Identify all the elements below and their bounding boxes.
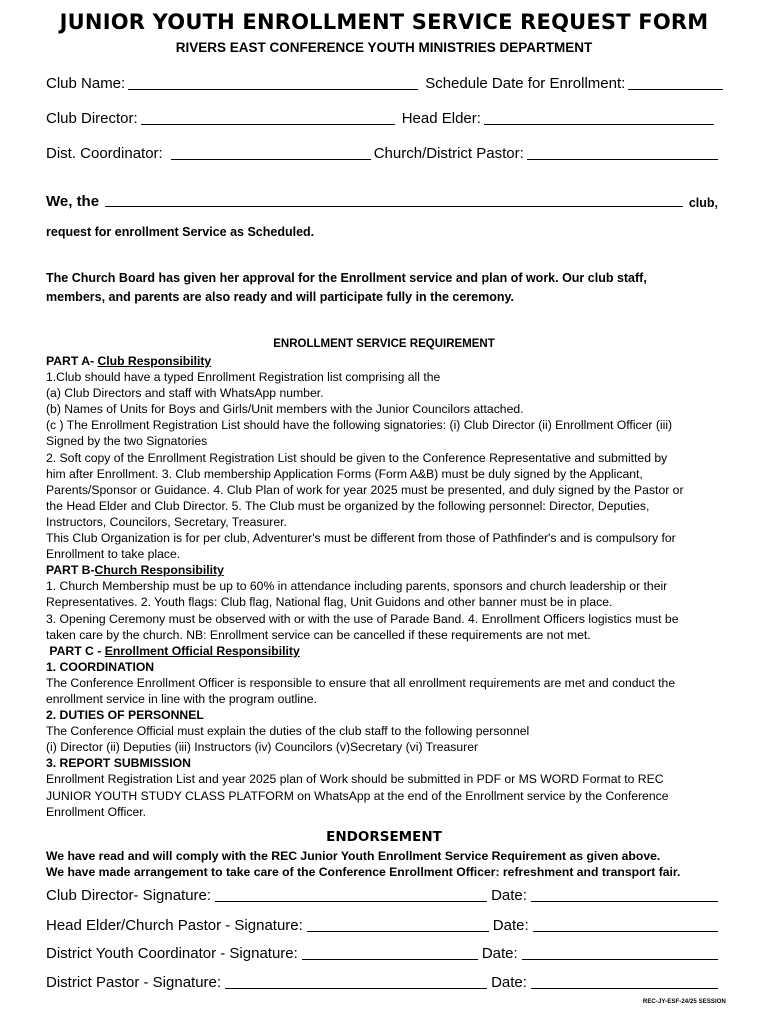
- endorsement-line-1: We have read and will comply with the REC Junior Youth Enrollment Service Requirement as given above.: [46, 849, 661, 863]
- head-elder-field[interactable]: [484, 110, 714, 125]
- head-elder-pastor-signature-label: Head Elder/Church Pastor - Signature:: [46, 917, 303, 934]
- endorsement-line-2: We have made arrangement to take care of the Conference Enrollment Officer: refreshment and transport fair.: [46, 865, 681, 879]
- club-director-signature-label: Club Director- Signature:: [46, 887, 212, 904]
- schedule-date-field[interactable]: [628, 75, 723, 90]
- duties-line: The Conference Official must explain the duties of the club staff to the following personnel: [46, 724, 530, 739]
- head-elder-pastor-date-field[interactable]: [533, 917, 718, 932]
- form-title: JUNIOR YOUTH ENROLLMENT SERVICE REQUEST FORM: [59, 10, 709, 34]
- part-b-line: Representatives. 2. Youth flags: Club flag, National flag, Unit Guidons and other banner must be in place.: [46, 595, 613, 610]
- part-c-title: Enrollment Official Responsibility: [104, 643, 300, 658]
- part-b-line: 1. Church Membership must be up to 60% in attendance including parents, sponsors and church leadership or their: [46, 579, 668, 594]
- club-director-date-field[interactable]: [531, 887, 718, 902]
- part-a-title: Club Responsibility: [97, 354, 212, 368]
- part-a-line: Signed by the two Signatories: [46, 434, 208, 449]
- head-elder-pastor-date-label: Date:: [492, 917, 529, 934]
- dist-coordinator-label: Dist. Coordinator:: [46, 145, 163, 162]
- report-line: Enrollment Registration List and year 2025 plan of Work should be submitted in PDF or MS WORD Format to REC: [46, 772, 664, 787]
- we-the-label: We, the: [46, 193, 100, 210]
- club-request-row: [46, 190, 718, 210]
- signature-row-district-youth-coordinator: [46, 942, 722, 962]
- part-a-line: (a) Club Directors and staff with WhatsApp number.: [46, 386, 324, 401]
- schedule-date-label: Schedule Date for Enrollment:: [425, 75, 626, 92]
- club-director-label: Club Director:: [46, 110, 138, 127]
- approval-paragraph: [46, 269, 726, 307]
- field-row-dist-coordinator: [46, 142, 726, 162]
- part-a-line: This Club Organization is for per club, Adventurer's must be different from those of Pathfinder's and is compulsory for: [46, 531, 676, 546]
- district-youth-coordinator-date-label: Date:: [481, 945, 518, 962]
- coordination-heading: 1. COORDINATION: [46, 659, 155, 674]
- part-b-line: 3. Opening Ceremony must be observed with or with the use of Parade Band. 4. Enrollment Officers logistics must be: [46, 611, 679, 626]
- club-name-field[interactable]: [128, 75, 418, 90]
- field-row-club-name: [46, 72, 726, 92]
- part-b-line: taken care by the church. NB: Enrollment service can be cancelled if these requirements are not met.: [46, 627, 591, 642]
- district-pastor-date-field[interactable]: [531, 974, 718, 989]
- part-a-line: (c ) The Enrollment Registration List should have the following signatories: (i) Club Director (ii) Enrollment Officer (iii): [46, 418, 673, 433]
- club-suffix-label: club,: [688, 196, 718, 210]
- dist-coordinator-field[interactable]: [171, 145, 371, 160]
- district-pastor-date-label: Date:: [491, 974, 527, 991]
- part-a-line: (b) Names of Units for Boys and Girls/Unit members with the Junior Councilors attached.: [46, 402, 524, 417]
- part-b-prefix: PART B-: [46, 563, 95, 578]
- district-pastor-signature-label: District Pastor - Signature:: [46, 974, 222, 991]
- requirements-heading: ENROLLMENT SERVICE REQUIREMENT: [273, 338, 495, 350]
- endorsement-text: [46, 848, 736, 880]
- signature-row-district-pastor: [46, 971, 722, 991]
- signature-row-head-elder-pastor: [46, 914, 722, 934]
- approval-line-2: members, and parents are also ready and will participate fully in the ceremony.: [46, 290, 514, 304]
- approval-line-1: The Church Board has given her approval for the Enrollment service and plan of work. Our club staff,: [46, 271, 647, 285]
- part-c-prefix: PART C -: [46, 643, 105, 658]
- part-b-title: Church Responsibility: [94, 563, 224, 578]
- club-director-date-label: Date:: [491, 887, 527, 904]
- coordination-line: enrollment service in line with the program outline.: [46, 691, 317, 706]
- requirements-body: [46, 353, 730, 820]
- part-a-line: the Head Elder and Club Director. 5. The Club must be organized by the following personnel: Director, Deputies,: [46, 498, 650, 513]
- district-pastor-signature-field[interactable]: [225, 974, 487, 989]
- part-a-line: Parents/Sponsor or Guidance. 4. Club Plan of work for year 2025 must be presented, and duly signed by the Pastor or: [46, 482, 684, 497]
- signature-row-club-director: [46, 884, 722, 904]
- report-heading: 3. REPORT SUBMISSION: [46, 756, 191, 771]
- part-a-line: Enrollment to take place.: [46, 547, 181, 562]
- part-a-heading: [46, 353, 730, 369]
- head-elder-label: Head Elder:: [401, 110, 481, 127]
- form-subtitle: RIVERS EAST CONFERENCE YOUTH MINISTRIES DEPARTMENT: [175, 40, 593, 55]
- district-youth-coordinator-date-field[interactable]: [522, 945, 718, 960]
- head-elder-pastor-signature-field[interactable]: [307, 917, 489, 932]
- part-a-line: 2. Soft copy of the Enrollment Registration List should be given to the Conference Representative and submitted by: [46, 450, 668, 465]
- church-district-pastor-field[interactable]: [527, 145, 718, 160]
- part-c-heading: [46, 643, 730, 659]
- part-a-line: Instructors, Councilors, Secretary, Treasurer.: [46, 514, 287, 529]
- footer-form-code: REC-JY-ESF-24/25 SESSION: [642, 999, 726, 1005]
- endorsement-title: ENDORSEMENT: [326, 829, 442, 845]
- part-b-heading: [46, 562, 730, 578]
- coordination-line: The Conference Enrollment Officer is responsible to ensure that all enrollment requirements are met and conduct the: [46, 675, 676, 690]
- district-youth-coordinator-signature-label: District Youth Coordinator - Signature:: [46, 945, 298, 962]
- club-director-field[interactable]: [141, 110, 395, 125]
- part-a-line: 1.Club should have a typed Enrollment Registration list comprising all the: [46, 370, 441, 385]
- club-name-request-field[interactable]: [105, 192, 683, 207]
- club-director-signature-field[interactable]: [215, 887, 487, 902]
- report-line: JUNIOR YOUTH STUDY CLASS PLATFORM on WhatsApp at the end of the Enrollment service by the Conference: [46, 788, 669, 803]
- club-name-label: Club Name:: [46, 75, 126, 92]
- field-row-club-director: [46, 107, 726, 127]
- district-youth-coordinator-signature-field[interactable]: [302, 945, 478, 960]
- church-district-pastor-label: Church/District Pastor:: [373, 145, 524, 162]
- duties-heading: 2. DUTIES OF PERSONNEL: [46, 708, 204, 723]
- duties-line: (i) Director (ii) Deputies (iii) Instructors (iv) Councilors (v)Secretary (vi) Treasurer: [46, 740, 479, 755]
- request-statement: request for enrollment Service as Scheduled.: [46, 225, 315, 239]
- part-a-prefix: PART A-: [46, 354, 98, 368]
- report-line: Enrollment Officer.: [46, 804, 147, 819]
- part-a-line: him after Enrollment. 3. Club membership Application Forms (Form A&B) must be duly signed by the Applicant,: [46, 466, 643, 481]
